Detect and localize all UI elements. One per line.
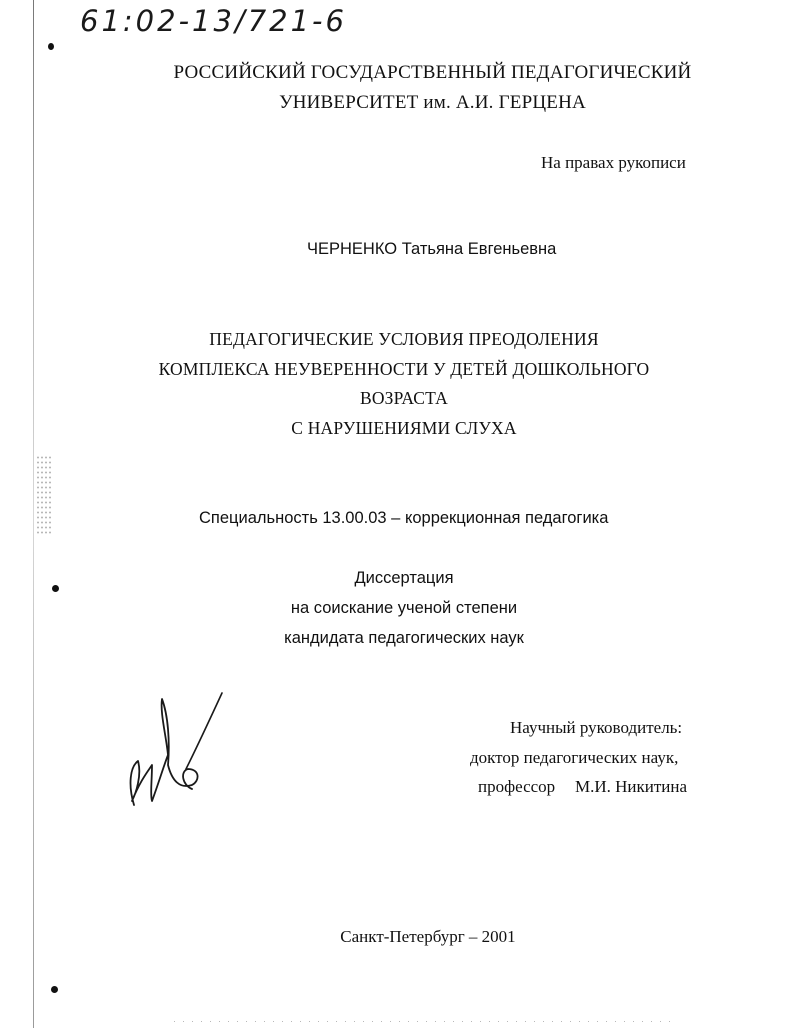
scan-dot-top xyxy=(48,43,54,50)
author-name: ЧЕРНЕНКО Татьяна Евгеньевна xyxy=(307,240,557,258)
supervisor-label: Научный руководитель: xyxy=(510,718,683,737)
signature xyxy=(122,685,232,810)
scan-bottom-noise xyxy=(170,1020,670,1023)
scan-margin-line xyxy=(33,0,34,1028)
specialty: Специальность 13.00.03 – коррекционная педагогика xyxy=(199,509,609,527)
scan-dot-bottom xyxy=(51,986,58,993)
supervisor-degree: доктор педагогических наук, xyxy=(470,748,679,767)
title-line-3: ВОЗРАСТА xyxy=(359,388,449,408)
supervisor-title: профессор xyxy=(478,777,556,796)
archive-code: 61:02-13/721-6 xyxy=(80,4,347,38)
university-name-line2: УНИВЕРСИТЕТ им. А.И. ГЕРЦЕНА xyxy=(279,92,586,113)
dissertation-label: Диссертация xyxy=(354,569,454,587)
title-line-2: КОМПЛЕКСА НЕУВЕРЕННОСТИ У ДЕТЕЙ ДОШКОЛЬНОГО xyxy=(158,359,650,379)
supervisor-name: М.И. Никитина xyxy=(575,777,688,796)
dissertation-degree-name: кандидата педагогических наук xyxy=(284,629,524,647)
dissertation-degree-line: на соискание ученой степени xyxy=(290,599,518,617)
scan-speckle xyxy=(36,455,52,535)
manuscript-rights: На правах рукописи xyxy=(541,153,686,172)
city-year: Санкт-Петербург – 2001 xyxy=(340,927,516,946)
university-name-line1: РОССИЙСКИЙ ГОСУДАРСТВЕННЫЙ ПЕДАГОГИЧЕСКИЙ xyxy=(173,62,692,83)
title-line-1: ПЕДАГОГИЧЕСКИЕ УСЛОВИЯ ПРЕОДОЛЕНИЯ xyxy=(209,329,599,349)
title-line-4: С НАРУШЕНИЯМИ СЛУХА xyxy=(291,418,517,438)
